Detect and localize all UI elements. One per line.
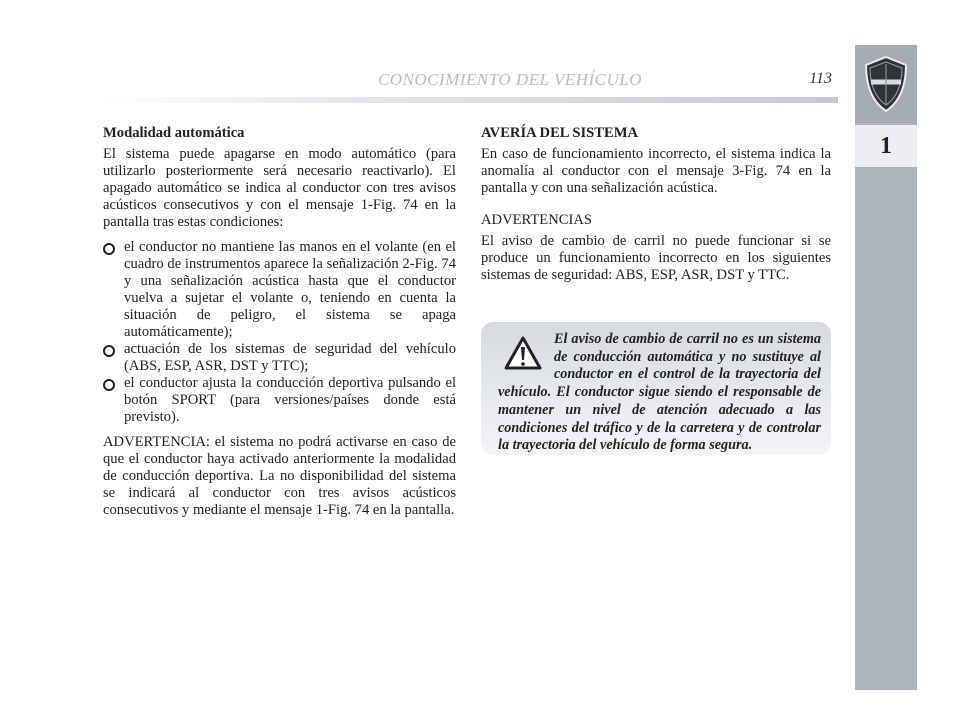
lancia-shield-icon <box>862 55 910 113</box>
safety-notice-box <box>481 322 831 455</box>
list-item: el conductor no mantiene las manos en el volante (en el cuadro de instrumentos aparece la señalización 2-Fig. 74 y una señalización acústica hasta que el conductor vuelva a sujetar el volante o, teniendo en cuenta la situación de peligro, el sistema se apaga automáticamente); <box>103 239 456 341</box>
warning-paragraph: ADVERTENCIA: el sistema no podrá activarse en caso de que el conductor haya activado anteriormente la modalidad de conducción deportiva. La no disponibilidad del sistema se indicará al conductor con tres avisos acústicos consecutivos y mediante el mensaje 1-Fig. 74 en la pantalla. <box>103 434 456 518</box>
warning-triangle-icon <box>504 336 542 370</box>
warnings-heading: ADVERTENCIAS <box>481 212 593 228</box>
list-item: el conductor ajusta la conducción deportiva pulsando el botón SPORT (para versiones/países donde está previsto). <box>103 375 456 426</box>
left-column <box>103 125 456 527</box>
page-number: 113 <box>809 70 832 87</box>
notice-text: El aviso de cambio de carril no es un sistema de conducción automática y no sustituye al conductor en el control de la trayectoria del vehículo. El conductor sigue siendo el responsable de mantener un nivel de atención adecuado a las condiciones del tráfico y de la carretera y de controlar la trayectoria del vehículo de forma segura. <box>498 331 821 454</box>
malfunction-paragraph: En caso de funcionamiento incorrecto, el sistema indica la anomalía al conductor con el mensaje 3-Fig. 74 en la pantalla y con una señalización acústica. <box>481 146 831 196</box>
condition-list <box>103 239 456 426</box>
list-item: actuación de los sistemas de seguridad del vehículo (ABS, ESP, ASR, DST y TTC); <box>103 341 456 375</box>
section-title-automatic-mode: Modalidad automática <box>103 125 245 141</box>
intro-paragraph: El sistema puede apagarse en modo automático (para utilizarlo posteriormente será necesario reactivarlo). El apagado automático se indica al conductor con tres avisos acústicos consecutivos y con el mensaje 1-Fig. 74 en la pantalla tras estas condiciones: <box>103 146 456 230</box>
right-column <box>481 125 831 292</box>
warnings-paragraph: El aviso de cambio de carril no puede funcionar si se produce un funcionamiento incorrecto en los siguientes sistemas de seguridad: ABS, ESP, ASR, DST y TTC. <box>481 233 831 283</box>
chapter-number: 1 <box>880 132 892 159</box>
chapter-tab[interactable] <box>855 125 917 167</box>
header-rule <box>102 97 838 103</box>
header-title: CONOCIMIENTO DEL VEHÍCULO <box>377 70 643 89</box>
section-title-system-fault: AVERÍA DEL SISTEMA <box>481 125 639 141</box>
